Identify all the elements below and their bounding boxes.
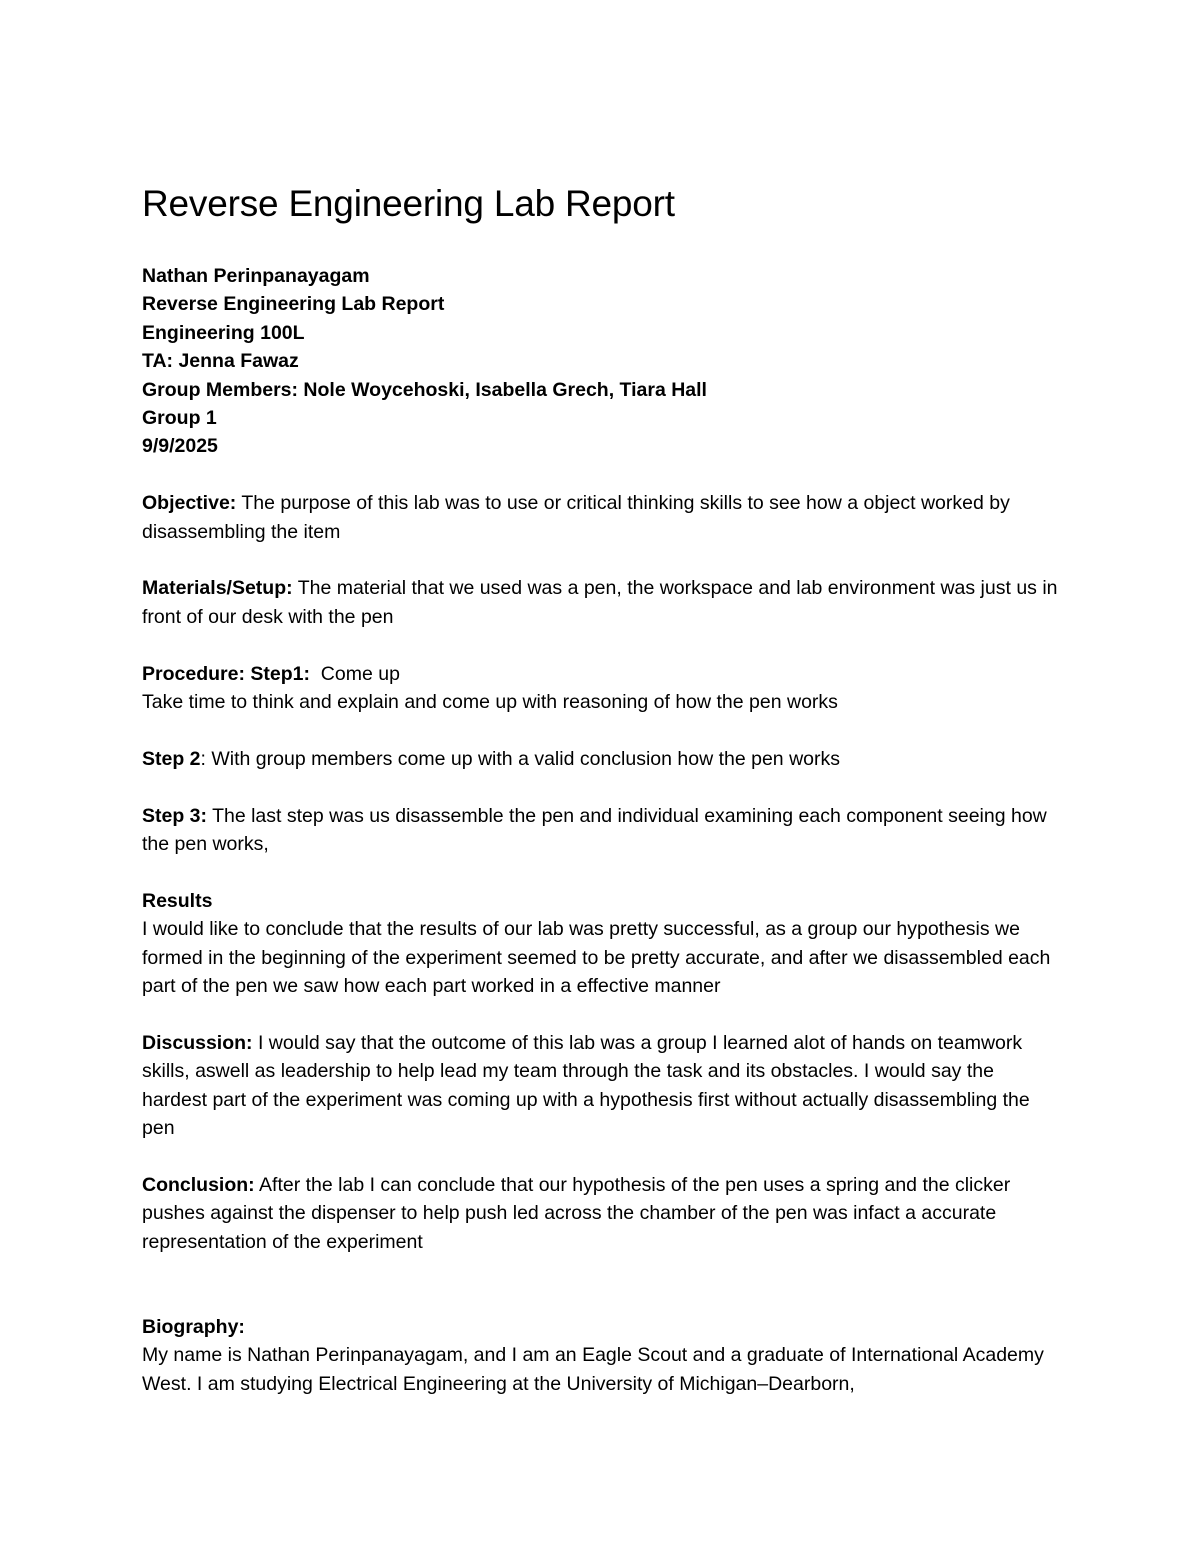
ta-name: TA: Jenna Fawaz	[142, 350, 299, 373]
report-date: 9/9/2025	[142, 435, 218, 458]
step3-text: The last step was us disassemble the pen and individual examining each component seeing how the pen works,	[142, 804, 1047, 856]
conclusion-label: Conclusion:	[142, 1173, 255, 1196]
objective-section	[142, 489, 1062, 546]
materials-section	[142, 574, 1062, 631]
biography-section	[142, 1313, 1062, 1398]
conclusion-text: After the lab I can conclude that our hypothesis of the pen uses a spring and the clicker pushes against the dispenser to help push led across the chamber of the pen was infact a accurate representation of the experiment	[142, 1173, 1011, 1253]
report-title: Reverse Engineering Lab Report	[142, 293, 445, 316]
document-title: Reverse Engineering Lab Report	[142, 183, 675, 224]
objective-paragraph	[142, 489, 1062, 546]
biography-text: My name is Nathan Perinpanayagam, and I am an Eagle Scout and a graduate of International Academy West. I am studying Electrical Engineering at the University of Michigan–Dearborn,	[142, 1344, 1044, 1395]
group-members: Group Members: Nole Woycehoski, Isabella Grech, Tiara Hall	[142, 378, 707, 401]
step3-label: Step 3:	[142, 804, 208, 827]
step2-section	[142, 745, 1062, 773]
conclusion-section	[142, 1171, 1062, 1256]
step2-label: Step 2	[142, 747, 201, 770]
materials-text: The material that we used was a pen, the workspace and lab environment was just us in front of our desk with the pen	[142, 577, 1058, 628]
step2-text: : With group members come up with a valid conclusion how the pen works	[200, 747, 840, 770]
discussion-label: Discussion:	[142, 1031, 253, 1054]
conclusion-paragraph	[142, 1171, 1062, 1256]
step3-paragraph	[142, 802, 1062, 859]
step3-section	[142, 802, 1062, 859]
biography-label: Biography:	[142, 1315, 245, 1338]
objective-text: The purpose of this lab was to use or critical thinking skills to see how a object worked by disassembling the item	[142, 492, 1010, 543]
materials-paragraph	[142, 574, 1062, 631]
document-page	[142, 178, 1062, 1398]
materials-label: Materials/Setup:	[142, 577, 293, 600]
results-section	[142, 887, 1062, 1001]
procedure-step1-heading	[142, 660, 1062, 688]
procedure-section	[142, 660, 1062, 717]
results-text: I would like to conclude that the results of our lab was pretty successful, as a group our hypothesis we formed in the beginning of the experiment seemed to be pretty accurate, and after we disassembled each part of the pen we saw how each part worked in a effective manner	[142, 918, 1051, 998]
procedure-label: Procedure: Step1:	[142, 662, 310, 685]
author-name: Nathan Perinpanayagam	[142, 265, 370, 287]
discussion-section	[142, 1029, 1062, 1143]
step1-text: Take time to think and explain and come up with reasoning of how the pen works	[142, 691, 838, 714]
discussion-paragraph	[142, 1029, 1062, 1143]
step1-title: Come up	[309, 662, 400, 685]
step2-paragraph	[142, 745, 1062, 773]
discussion-text: I would say that the outcome of this lab was a group I learned alot of hands on teamwork skills, aswell as leadership to help lead my team through the task and its obstacles. I would say the hardest part of the experiment was coming up with a hypothesis first without actually disassembling the pen	[142, 1031, 1030, 1140]
header-block	[142, 262, 1062, 461]
objective-label: Objective:	[142, 492, 237, 515]
group-number: Group 1	[142, 407, 217, 430]
course-name: Engineering 100L	[142, 321, 305, 344]
results-label: Results	[142, 889, 213, 912]
